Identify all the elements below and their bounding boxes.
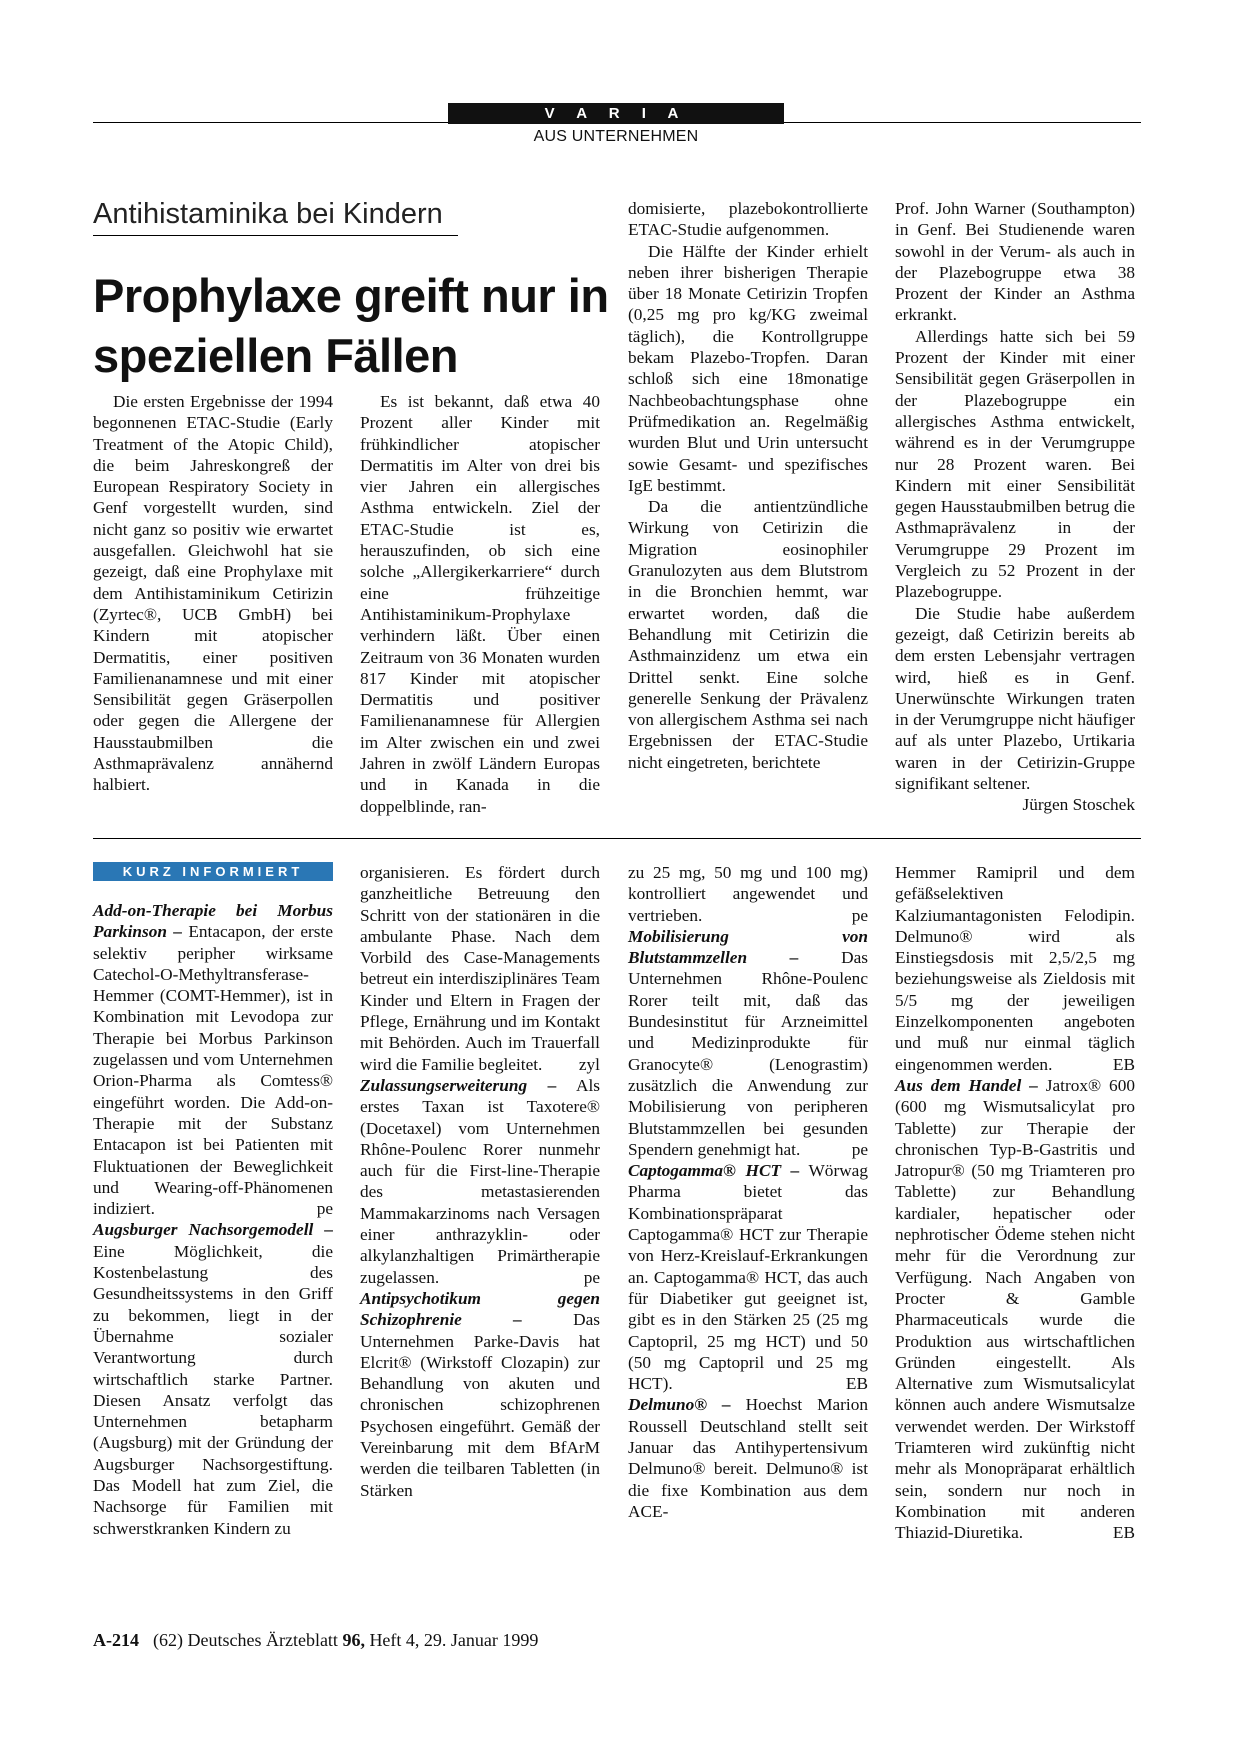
news-item xyxy=(360,862,600,1075)
section-divider xyxy=(93,838,1141,839)
kurz-column-3 xyxy=(628,862,868,1522)
news-item-lead: Captogamma® HCT – xyxy=(628,1161,800,1181)
article-headline: Prophylaxe greift nur in speziellen Fällen xyxy=(93,269,609,382)
news-item-text: Das Unternehmen Rhône-Poulenc Rorer teilt mit, daß das Bundesinstitut für Arzneimittel und Medizinprodukte für Granocyte® (Lenograstim) zusätzlich die Anwendung zur Mobilisierung von peripheren Blutstammzellen bei gesunden Spendern genehmigt hat. xyxy=(628,948,869,1159)
page-footer xyxy=(93,1630,538,1651)
news-item-signature: zyl xyxy=(578,1054,600,1074)
page-number: A-214 xyxy=(93,1630,139,1650)
news-item-text: Als erstes Taxan ist Taxotere® (Docetaxel) vom Unternehmen Rhône-Poulenc Rorer nunmehr auch für die First-line-Therapie des metastasierenden Mammakarzinoms nach Versagen einer anthrazyklin- oder alkylanzhaltigen Primärtherapie zugelassen. xyxy=(360,1075,600,1287)
paragraph: Die Hälfte der Kinder erhielt neben ihrer bisherigen Therapie über 18 Monate Cetirizin Tropfen (0,25 mg pro kg/KG zweimal täglich), die Kontrollgruppe bekam Plazebo-Tropfen. Daran schloß sich eine 18monatige Nachbeobachtungsphase ohne Prüfmedikation an. Regelmäßig wurden Blut und Urin untersucht sowie Gesamt- und spezifisches IgE bestimmt. xyxy=(628,241,868,495)
paragraph: Allerdings hatte sich bei 59 Prozent der Kinder mit einer Sensibilität gegen Gräserpollen in der Plazebogruppe ein allergisches Asthma entwickelt, während es in der Verumgruppe nur 28 Prozent waren. Bei Kindern mit einer Sensibilität gegen Hausstaubmilben betrug die Asthmaprävalenz in der Verumgruppe 29 Prozent im Vergleich zu 52 Prozent in der Plazebogruppe. xyxy=(895,326,1135,602)
news-item-lead: Delmuno® – xyxy=(628,1395,731,1415)
paragraph: Es ist bekannt, daß etwa 40 Prozent aller Kinder mit frühkindlicher atopischer Dermatitis im Alter von drei bis vier Jahren ein allergisches Asthma entwickeln. Ziel der ETAC-Studie ist es, herauszufinden, ob sich eine solche „Allergikerkarriere“ durch eine frühzeitige Antihistaminikum-Prophylaxe verhindern läßt. Über einen Zeitraum von 36 Monaten wurden 817 Kinder mit atopischer Dermatitis und positiver Familienanamnese für Allergien im Alter zwischen ein und zwei Jahren in zwölf Ländern Europas und in Kanada in die doppelblinde, ran- xyxy=(360,392,600,816)
news-item-signature: pe xyxy=(851,905,868,925)
news-item-lead: Add-on-Therapie bei Morbus Parkinson – xyxy=(93,901,333,942)
kurz-informiert-bar: KURZ INFORMIERT xyxy=(93,862,333,881)
news-item-lead: Zulassungserweiterung – xyxy=(360,1075,557,1095)
news-item-text: Eine Möglichkeit, die Kostenbelastung des Gesundheitssystems in den Griff zu bekommen, liegt in der Übernahme sozialer Verantwortung durch wirtschaftlich starke Partner. Diesen Ansatz verfolgt das Unternehmen betapharm (Augsburg) mit der Gründung der Augsburger Nachsorgestiftung. Das Modell hat zum Ziel, die Nachsorge für Familien mit schwerstkranken Kindern zu xyxy=(93,1241,333,1538)
news-item-lead: Mobilisierung von Blutstammzellen – xyxy=(628,926,868,968)
news-item xyxy=(895,862,1135,1075)
news-item-text: organisieren. Es fördert durch ganzheitliche Betreuung den Schritt von der stationären in die ambulante Phase. Nach dem Vorbild des Case-Managements betreut ein interdisziplinäres Team Kinder und Eltern in Fragen der Pflege, Ernährung und im Kontakt mit Behörden. Auch im Trauerfall wird die Familie begleitet. xyxy=(360,863,600,1074)
news-item-lead: Aus dem Handel – xyxy=(895,1075,1038,1095)
news-item-signature: pe xyxy=(583,1267,600,1287)
news-item xyxy=(93,1219,333,1538)
news-item xyxy=(93,900,333,1219)
news-item-text: Jatrox® 600 (600 mg Wismutsalicylat pro Tablette) zur Therapie der chronischen Typ-B-Gastritis und Jatropur® (50 mg Triamteren pro Tablette) zur Behandlung kardialer, hepatischer oder nephrotischer Ödeme stehen nicht mehr für die Verordnung zur Verfügung. Nach Angaben von Procter & Gamble Pharmaceuticals wurde die Produktion aus wirtschaftlichen Gründen eingestellt. Als Alternative zum Wismutsalicylat können auch andere Wismutsalze verwendet werden. Der Wirkstoff Triamteren wird zukünftig nicht mehr als Monopräparat erhältlich sein, sondern nur noch in Kombination mit anderen Thiazid-Diuretika. xyxy=(895,1075,1135,1543)
news-item xyxy=(895,1075,1135,1544)
paragraph: domisierte, plazebokontrollierte ETAC-Studie aufgenommen. xyxy=(628,199,868,240)
news-item xyxy=(628,862,868,926)
news-item xyxy=(628,926,868,1160)
section-bar: V A R I A xyxy=(448,103,784,124)
news-item-lead: Antipsychotikum gegen Schizophrenie – xyxy=(360,1288,600,1330)
news-item xyxy=(628,1394,868,1522)
article-author: Jürgen Stoschek xyxy=(1022,795,1135,815)
kurz-column-1 xyxy=(93,900,333,1539)
paragraph: Prof. John Warner (Southampton) in Genf. Bei Studienende waren sowohl in der Verum- als auch in der Plazebogruppe etwa 38 Prozent der Kinder an Asthma erkrankt. xyxy=(895,199,1135,325)
news-item-signature: EB xyxy=(845,1374,868,1394)
article-column-3 xyxy=(628,198,868,773)
footer-issue: Heft 4, 29. Januar 1999 xyxy=(364,1630,539,1650)
news-item-text: Hemmer Ramipril und dem gefäßselektiven Kalziumantagonisten Felodipin. Delmuno® wird als Einstiegsdosis mit 2,5/2,5 mg beziehungsweise als Zieldosis mit 5/5 mg der jeweiligen Einzelkomponenten angeboten und muß nur einmal täglich eingenommen werden. xyxy=(895,863,1135,1074)
footer-citation: (62) Deutsches Ärzteblatt xyxy=(153,1630,343,1650)
subsection-label: AUS UNTERNEHMEN xyxy=(533,128,699,145)
news-item-text: zu 25 mg, 50 mg und 100 mg) kontrolliert angewendet und vertrieben. xyxy=(628,863,868,925)
news-item-text: Wörwag Pharma bietet das Kombinationspräparat Captogamma® HCT zur Therapie von Herz-Kreislauf-Erkrankungen an. Captogamma® HCT, das auch für Diabetiker gut geeignet ist, gibt es in den Stärken 25 (25 mg Captopril, 25 mg HCT) und 50 (50 mg Captopril und 25 mg HCT). xyxy=(628,1161,868,1394)
kurz-column-2 xyxy=(360,862,600,1501)
news-item-signature: pe xyxy=(851,1139,868,1159)
news-item-signature: EB xyxy=(1112,1054,1135,1074)
news-item xyxy=(360,1075,600,1288)
kurz-column-4 xyxy=(895,862,1135,1544)
article-column-4 xyxy=(895,198,1135,816)
paragraph: Da die antientzündliche Wirkung von Cetirizin die Migration eosinophiler Granulozyten aus dem Blutstrom in die Bronchien hemmt, war erwartet worden, daß die Behandlung mit Cetirizin die Asthmainzidenz um etwa ein Drittel senkt. Eine solche generelle Senkung der Prävalenz von allergischem Asthma sei nach Ergebnissen der ETAC-Studie nicht eingetreten, berichtete xyxy=(628,497,868,772)
news-item-lead: Augsburger Nachsorgemodell – xyxy=(93,1220,333,1240)
news-item-text: Entacapon, der erste selektiv peripher wirksame Catechol-O-Methyltransferase-Hemmer (COMT-Hemmer), ist in Kombination mit Levodopa zur Therapie bei Morbus Parkinson zugelassen und vom Unternehmen Orion-Pharma als Comtess® eingeführt worden. Die Add-on-Therapie mit der Substanz Entacapon ist bei Patienten mit Fluktuationen der Beweglichkeit und Wearing-off-Phänomenen indiziert. xyxy=(93,922,333,1219)
footer-volume: 96, xyxy=(342,1630,365,1650)
news-item-signature: EB xyxy=(1112,1523,1135,1543)
news-item xyxy=(360,1288,600,1501)
paragraph: Die ersten Ergebnisse der 1994 begonnenen ETAC-Studie (Early Treatment of the Atopic Child), die beim Jahreskongreß der European Respiratory Society in Genf vorgestellt wurden, sind nicht ganz so positiv wie erwartet ausgefallen. Gleichwohl hat sie gezeigt, daß eine Prophylaxe mit dem Antihistaminikum Cetirizin (Zyrtec®, UCB GmbH) bei Kindern mit atopischer Dermatitis, einer positiven Familienanamnese und mit einer Sensibilität gegen Gräserpollen oder gegen die Allergene der Hausstaubmilben die Asthmaprävalenz annähernd halbiert. xyxy=(93,392,333,795)
news-item xyxy=(628,1160,868,1394)
article-kicker: Antihistaminika bei Kindern xyxy=(93,198,458,236)
paragraph: Die Studie habe außerdem gezeigt, daß Cetirizin bereits ab dem ersten Lebensjahr vertragen wird, hieß es in Genf. Unerwünschte Wirkungen traten in der Verumgruppe nicht häufiger auf als unter Plazebo, Urtikaria waren in der Cetirizin-Gruppe signifikant seltener. xyxy=(895,603,1135,794)
article-column-2 xyxy=(360,391,600,817)
article-column-1 xyxy=(93,391,333,796)
news-item-text: Das Unternehmen Parke-Davis hat Elcrit® (Wirkstoff Clozapin) zur Behandlung von akuten und chronischen schizophrenen Psychosen eingeführt. Gemäß der Vereinbarung mit dem BfArM werden die teilbaren Tabletten (in Stärken xyxy=(360,1310,601,1500)
news-item-signature: pe xyxy=(316,1199,333,1219)
news-item-text: Hoechst Marion Roussell Deutschland stellt seit Januar das Antihypertensivum Delmuno® bereit. Delmuno® ist die fixe Kombination aus dem ACE- xyxy=(628,1395,868,1521)
